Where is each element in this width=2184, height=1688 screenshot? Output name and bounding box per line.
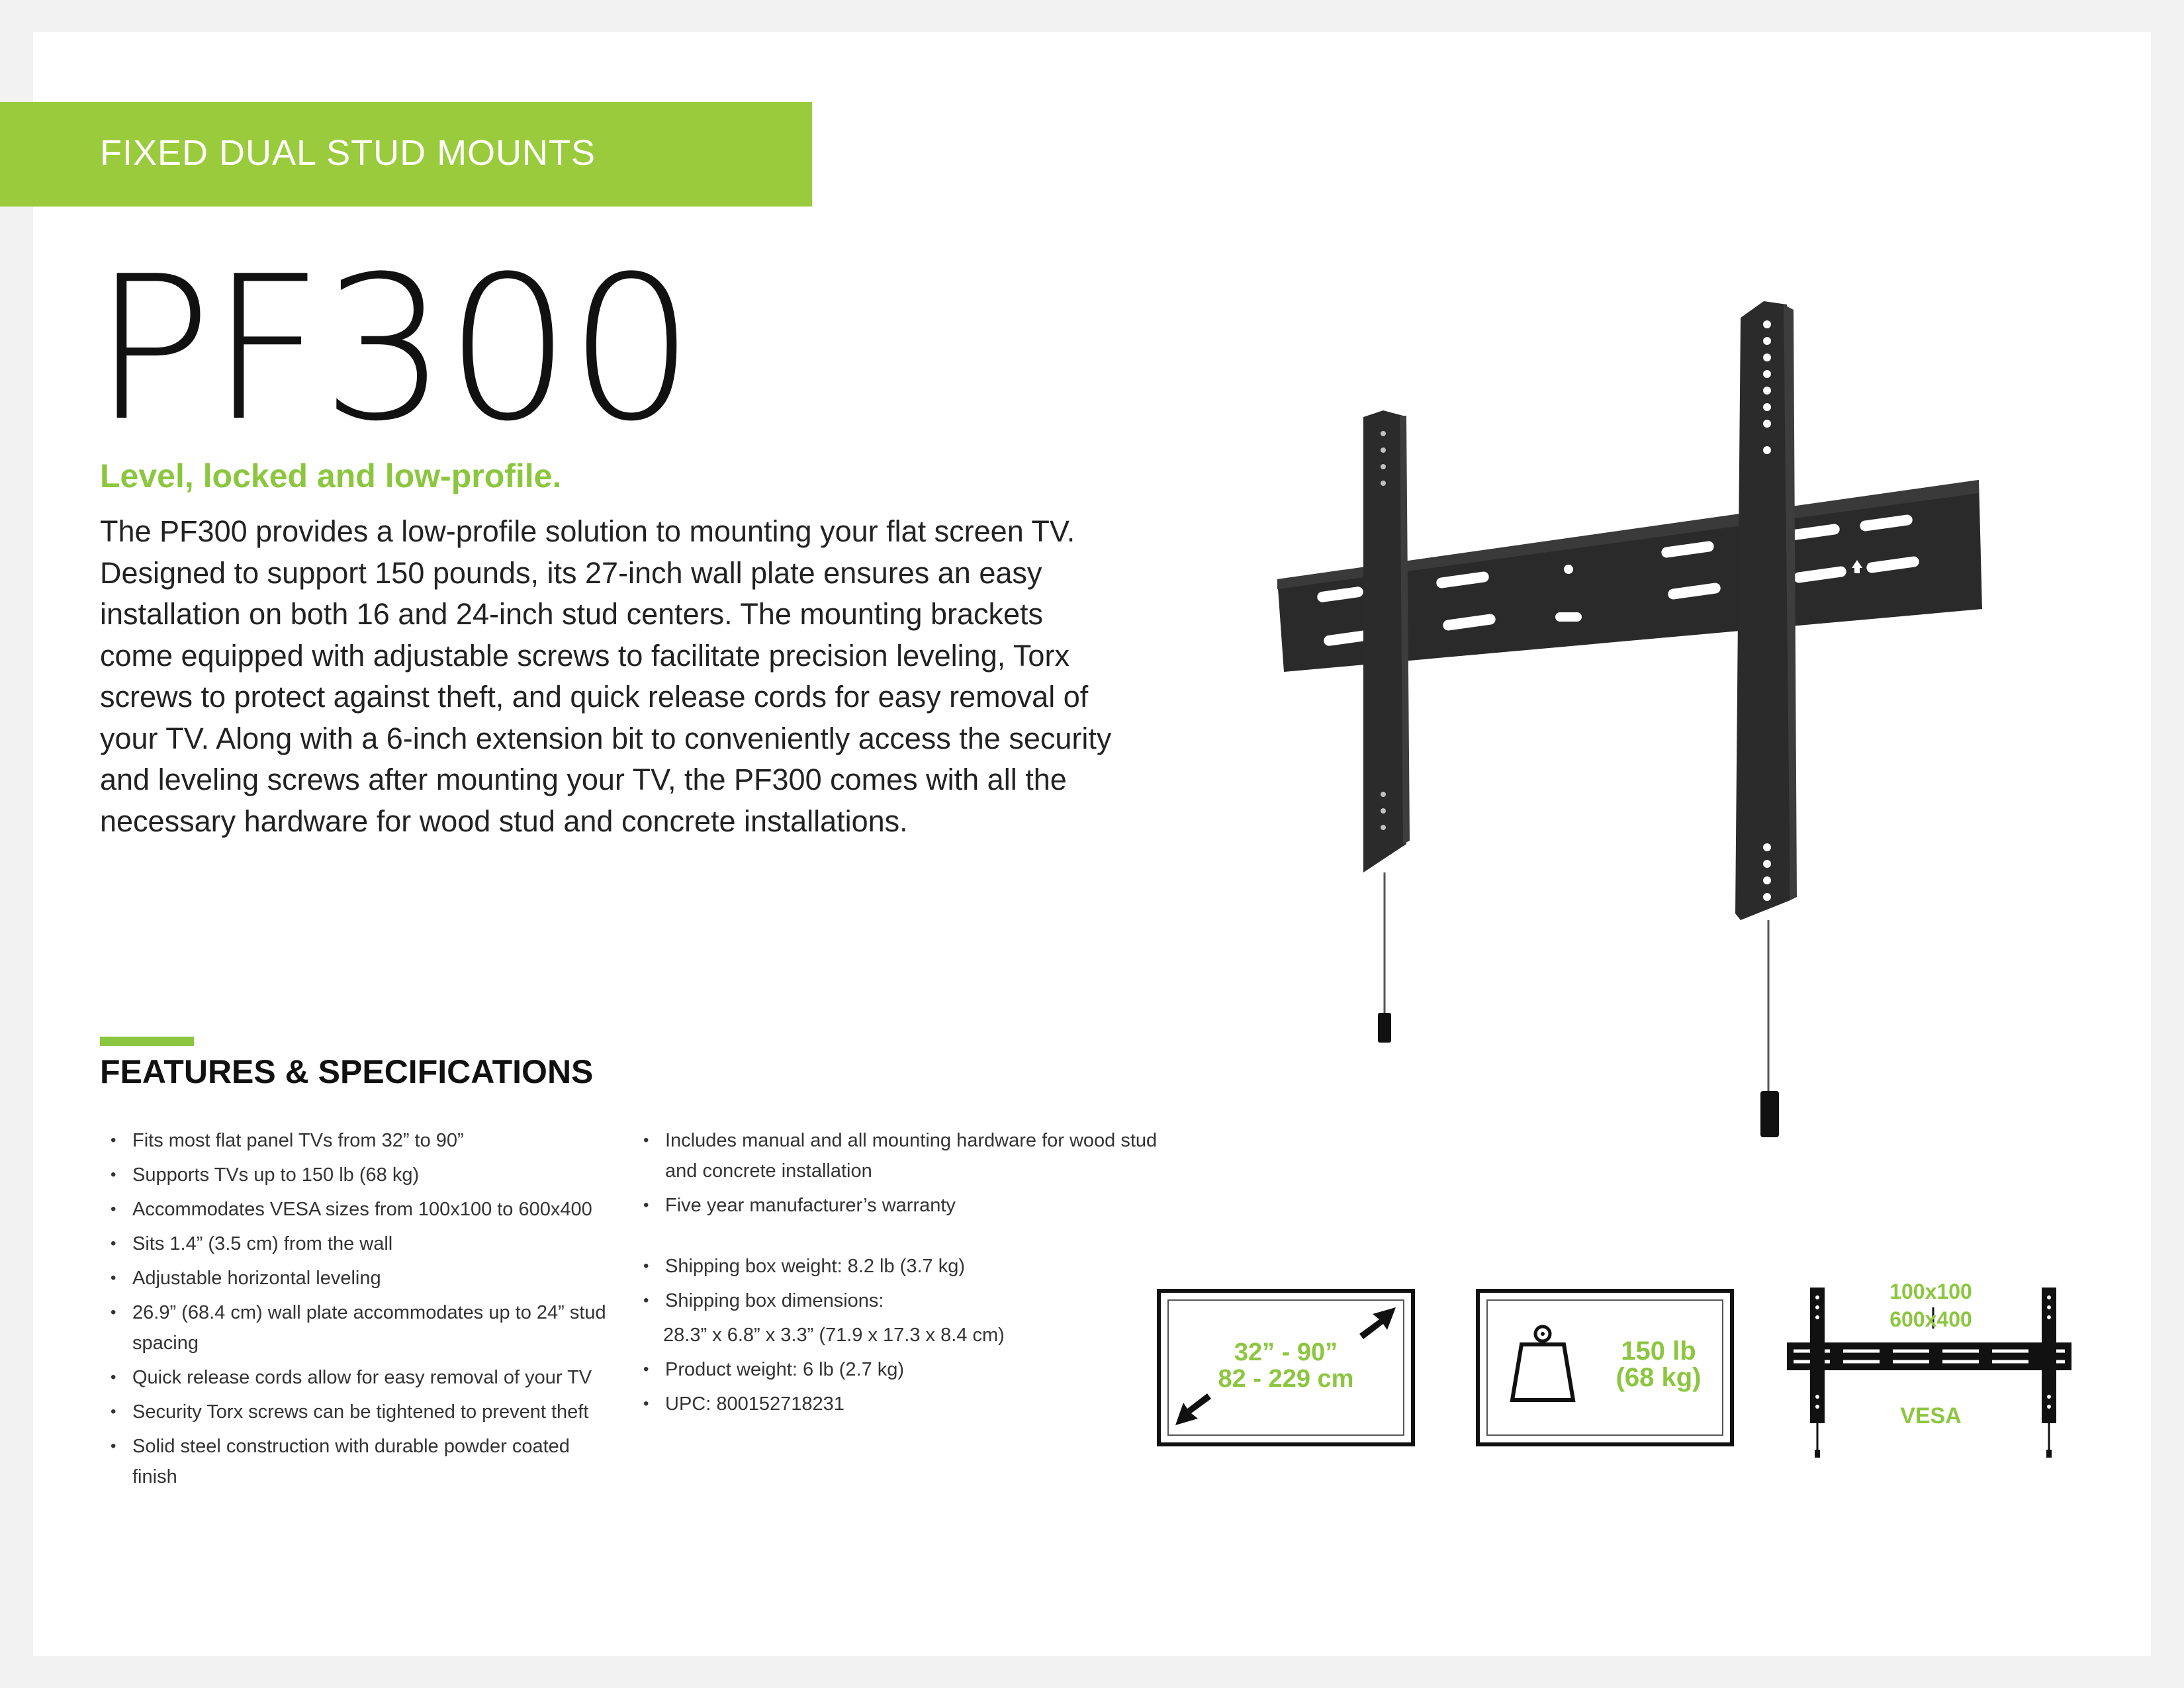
category-title: FIXED DUAL STUD MOUNTS <box>100 133 596 173</box>
feature-item: • 26.9” (68.4 cm) wall plate accommodates up to 24” stud spacing <box>109 1297 612 1358</box>
weight-kg: (68 kg) <box>1615 1363 1702 1392</box>
feature-item: • Accommodates VESA sizes from 100x100 to 600x400 <box>109 1194 612 1225</box>
features-list-right <box>642 1125 1158 1423</box>
screen-size-inches: 32” - 90” <box>1234 1338 1338 1366</box>
vesa-max-size: 600x400 <box>1889 1307 1972 1331</box>
model-title: PF300 <box>93 234 693 465</box>
screen-size-cm: 82 - 229 cm <box>1218 1365 1354 1393</box>
features-accent-bar <box>100 1037 194 1046</box>
weight-lb: 150 lb <box>1621 1336 1696 1366</box>
list-spacer <box>642 1225 1158 1251</box>
spec-item: • Shipping box weight: 8.2 lb (3.7 kg) <box>642 1251 1158 1282</box>
weight-icon <box>1510 1319 1589 1419</box>
screen-size-icon <box>1157 1289 1415 1446</box>
feature-item: • Five year manufacturer’s warranty <box>642 1190 1158 1221</box>
spec-item: • UPC: 800152718231 <box>642 1389 1158 1419</box>
feature-item: • Supports TVs up to 150 lb (68 kg) <box>109 1160 612 1190</box>
tv-mount-product-image <box>1277 278 1992 1165</box>
product-description: The PF300 provides a low-profile solution to mounting your flat screen TV. Designed to support 150 pounds, its 27-inch wall plate ensures an easy installation on both 16 and 24-inch stud centers. The mounting brackets come equipped with adjustable screws to facilitate precision leveling, Torx screws to protect against theft, and quick release cords for easy removal of your TV. Along with a 6-inch extension bit to conveniently access the security and leveling screws after mounting your TV, the PF300 comes with all the necessary hardware for wood stud and concrete installations. <box>100 514 1112 838</box>
feature-item: • Sits 1.4” (3.5 cm) from the wall <box>109 1229 612 1259</box>
spec-item: • Shipping box dimensions: <box>642 1286 1158 1316</box>
feature-item: • Includes manual and all mounting hardware for wood stud and concrete installation <box>642 1125 1158 1186</box>
vesa-min-size: 100x100 <box>1889 1280 1972 1303</box>
weight-capacity-icon <box>1476 1289 1734 1446</box>
left-bracket <box>1363 410 1406 872</box>
features-list-left <box>109 1125 612 1496</box>
features-title: FEATURES & SPECIFICATIONS <box>100 1053 594 1090</box>
tagline: Level, locked and low-profile. <box>100 457 562 494</box>
feature-item: • Fits most flat panel TVs from 32” to 90” <box>109 1125 612 1156</box>
spec-item-continuation: 28.3” x 6.8” x 3.3” (71.9 x 17.3 x 8.4 cm) <box>663 1325 1005 1346</box>
spec-item: • Product weight: 6 lb (2.7 kg) <box>642 1354 1158 1385</box>
right-bracket <box>1735 301 1790 920</box>
feature-item: • Quick release cords allow for easy removal of your TV <box>109 1362 612 1393</box>
feature-item: • Security Torx screws can be tightened to prevent theft <box>109 1397 612 1427</box>
feature-item: • Solid steel construction with durable powder coated finish <box>109 1431 612 1492</box>
vesa-label: VESA <box>1900 1403 1962 1429</box>
feature-item: • Adjustable horizontal leveling <box>109 1263 612 1293</box>
